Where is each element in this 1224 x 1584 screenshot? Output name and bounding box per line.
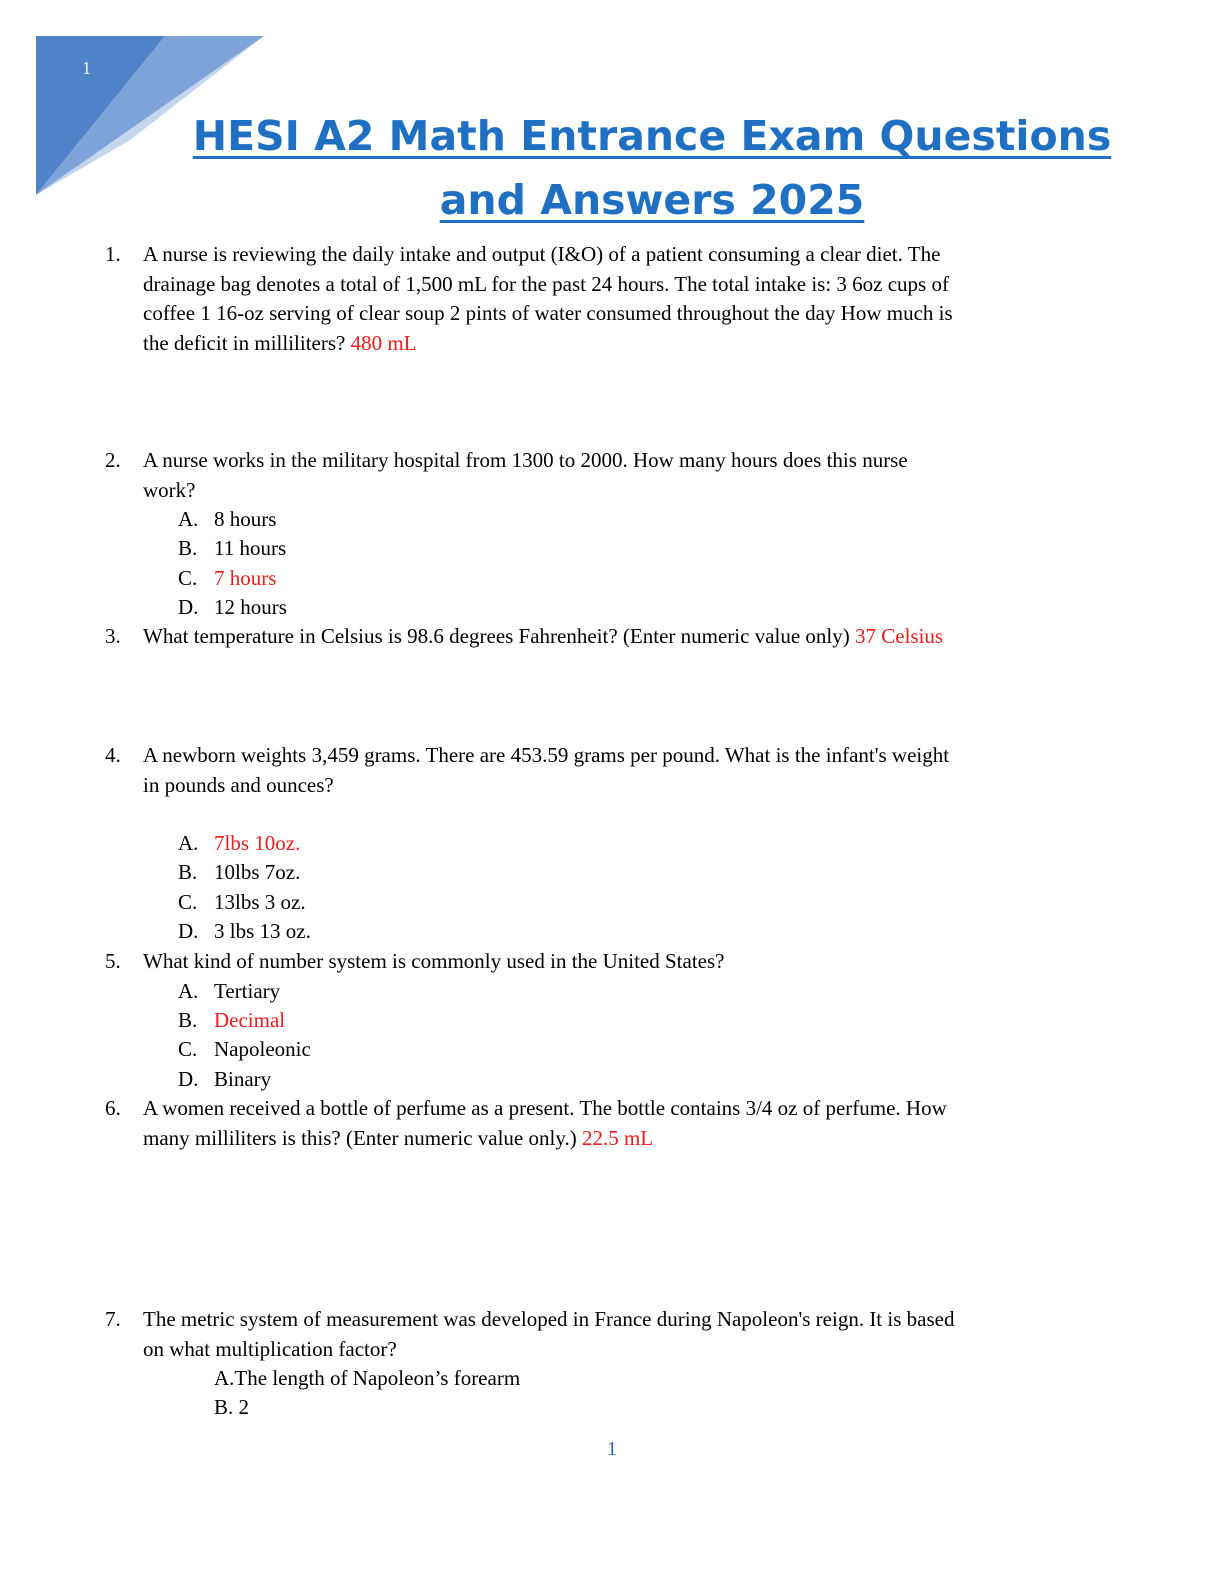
question-3 (105, 622, 1143, 652)
question-number: 7. (105, 1307, 121, 1331)
question-number: 5. (105, 949, 121, 973)
option-b: B. 10lbs 7oz. (178, 860, 301, 884)
answer-text: 22.5 mL (581, 1125, 654, 1150)
option-d: D. Binary (178, 1067, 272, 1091)
option-c-correct: C. 7 hours (178, 566, 277, 590)
option-a-correct: A. 7lbs 10oz. (178, 831, 301, 855)
question-text-line: the deficit in milliliters? (143, 330, 346, 355)
question-text-line: coffee 1 16-oz serving of clear soup 2 pints of water consumed throughout the day How much is (143, 301, 953, 325)
footer-page-number: 1 (607, 1438, 617, 1460)
option-d: D. 3 lbs 13 oz. (178, 919, 311, 943)
question-text-line: A women received a bottle of perfume as a present. The bottle contains 3/4 oz of perfume. How (143, 1096, 947, 1120)
question-text-line: in pounds and ounces? (143, 772, 334, 797)
option-a: A. Tertiary (178, 979, 281, 1003)
header-page-number: 1 (82, 58, 91, 78)
question-number: 1. (105, 242, 121, 266)
question-text-line: work? (143, 477, 196, 502)
question-number: 6. (105, 1096, 121, 1120)
option-b: B. 2 (214, 1395, 250, 1419)
option-a: A. 8 hours (178, 507, 277, 531)
option-d: D. 12 hours (178, 595, 287, 619)
question-text-line: many milliliters is this? (Enter numeric value only.) (143, 1125, 577, 1150)
question-5 (105, 947, 1073, 977)
answer-text: 37 Celsius (855, 624, 944, 648)
question-number: 2. (105, 448, 121, 472)
question-text-line: A nurse is reviewing the daily intake and output (I&O) of a patient consuming a clear diet. The (143, 242, 941, 266)
option-b-correct: B. Decimal (178, 1008, 286, 1032)
question-text-line: The metric system of measurement was developed in France during Napoleon's reign. It is based (143, 1307, 955, 1331)
question-text-line: A newborn weights 3,459 grams. There are 453.59 grams per pound. What is the infant's weight (143, 743, 950, 767)
question-2 (105, 446, 1073, 505)
title-line-2: and Answers 2025 (439, 176, 865, 224)
question-1 (105, 240, 1073, 358)
option-b: B. 11 hours (178, 536, 287, 560)
question-text-line: on what multiplication factor? (143, 1336, 397, 1361)
answer-text: 480 mL (350, 330, 417, 355)
question-text-line: A nurse works in the military hospital from 1300 to 2000. How many hours does this nurse (143, 448, 908, 472)
option-c: C. Napoleonic (178, 1037, 311, 1061)
question-4 (105, 741, 1073, 800)
question-text-line: What temperature in Celsius is 98.6 degrees Fahrenheit? (Enter numeric value only) (143, 624, 850, 648)
question-number: 4. (105, 743, 121, 767)
option-a: A.The length of Napoleon’s forearm (214, 1366, 521, 1390)
question-number: 3. (105, 624, 121, 648)
question-6 (105, 1094, 1073, 1153)
option-c: C. 13lbs 3 oz. (178, 890, 306, 914)
question-text-line: What kind of number system is commonly used in the United States? (143, 949, 725, 973)
title-line-1: HESI A2 Math Entrance Exam Questions (192, 112, 1112, 160)
question-text-line: drainage bag denotes a total of 1,500 mL for the past 24 hours. The total intake is: 3 6oz cups of (143, 271, 949, 296)
question-7 (105, 1305, 1083, 1364)
